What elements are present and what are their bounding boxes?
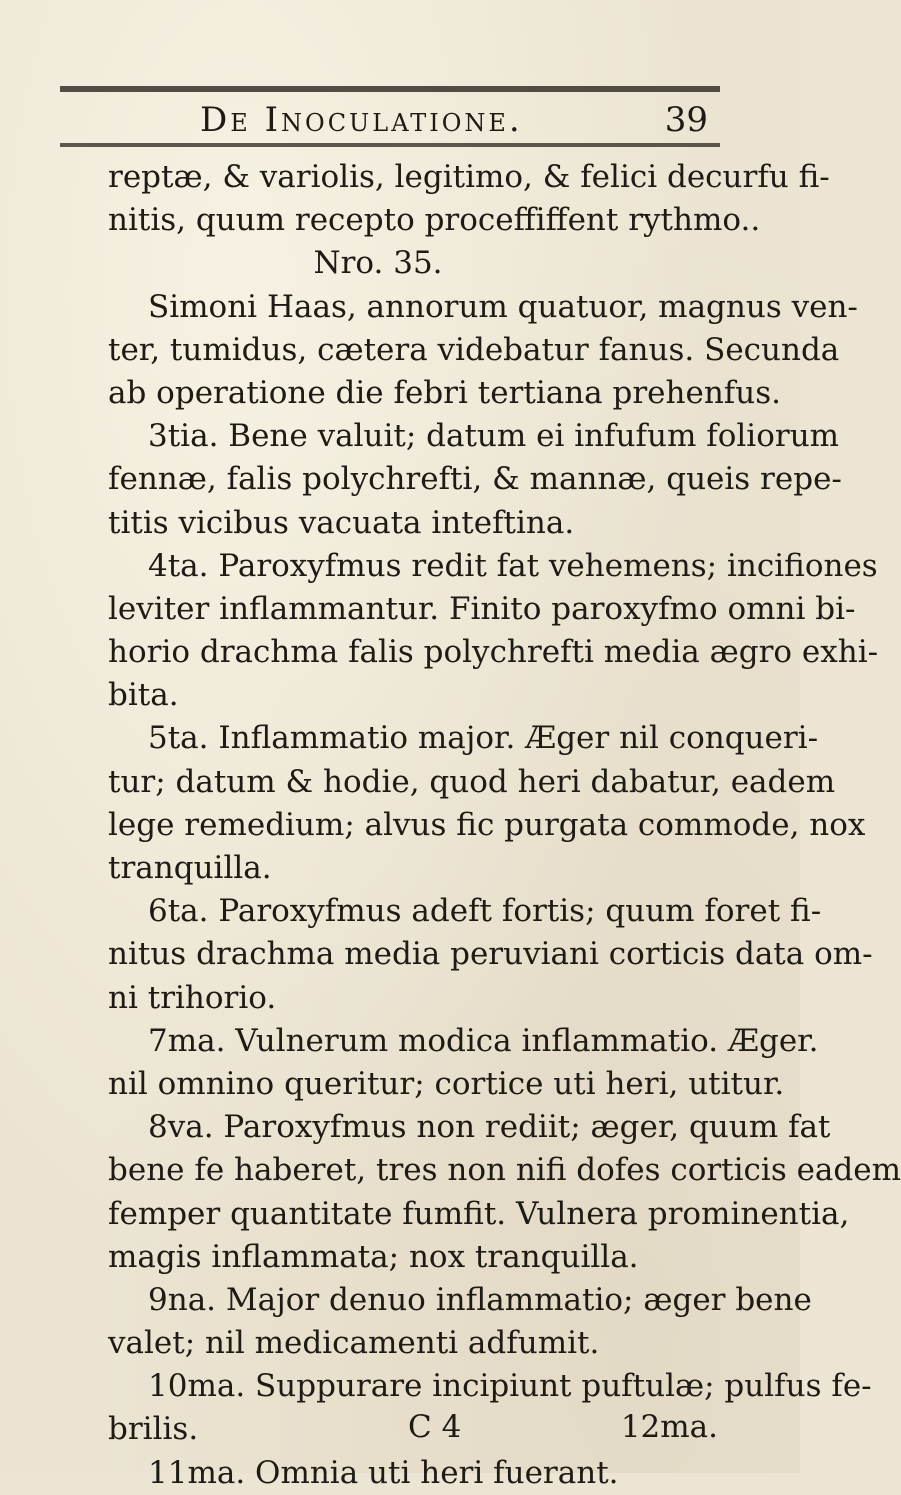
text-line: 11ma. Omnia uti heri fuerant. [148,1454,619,1491]
text-line: 3tia. Bene valuit; datum ei infufum foliorum [148,418,840,455]
text-line: ab operatione die febri tertiana prehenfus. [108,374,782,411]
catchword: 12ma. [620,1409,718,1445]
header-rule-top [60,86,720,92]
text-line: bita. [108,677,179,714]
text-line: tur; datum & hodie, quod heri dabatur, eadem [108,763,836,800]
text-line: 6ta. Paroxyfmus adeft fortis; quum foret fi- [148,893,822,930]
text-line: Simoni Haas, annorum quatuor, magnus ven- [148,288,858,325]
page-number: 39 [664,100,708,140]
text-line: ni trihorio. [108,979,277,1016]
text-line: magis inflammata; nox tranquilla. [108,1238,639,1275]
text-line: femper quantitate fumfit. Vulnera prominentia, [108,1195,850,1232]
text-line: nitis, quum recepto proceffiffent rythmo.. [108,202,761,239]
text-line: 8va. Paroxyfmus non rediit; æger, quum fat [148,1109,831,1146]
text-line: 5ta. Inflammatio major. Æger nil conqueri- [148,720,819,757]
text-line: ter, tumidus, cætera videbatur fanus. Secunda [108,331,840,368]
text-line: 4ta. Paroxyfmus redit fat vehemens; incifiones [148,547,878,584]
text-line: 10ma. Suppurare incipiunt puftulæ; pulfus fe- [148,1368,872,1405]
text-line: brilis. [108,1411,199,1448]
page-header [60,96,720,142]
case-heading: Nro. 35. [313,245,443,282]
text-line: nitus drachma media peruviani corticis data om- [108,936,873,973]
text-line: reptæ, & variolis, legitimo, & felici decurfu fi- [108,159,830,195]
text-line: lege remedium; alvus fic purgata commode, nox [108,806,866,843]
text-line: nil omnino queritur; cortice uti heri, utitur. [108,1065,785,1102]
text-line: valet; nil medicamenti adfumit. [108,1325,600,1362]
text-line: fennæ, falis polychrefti, & mannæ, queis repe- [108,461,842,498]
text-line: leviter inflammantur. Finito paroxyfmo omni bi- [108,590,856,627]
header-rule-bottom [60,143,720,147]
page-footer [108,1409,718,1459]
text-line: bene fe haberet, tres non nifi dofes corticis eadem [108,1152,901,1189]
text-line: 9na. Major denuo inflammatio; æger bene [148,1281,812,1318]
signature-mark: C 4 [408,1409,462,1445]
body-text [108,156,901,1495]
running-title: De Inoculatione. [200,100,523,140]
text-line: 7ma. Vulnerum modica inflammatio. Æger. [148,1022,819,1059]
text-line: horio drachma falis polychrefti media ægro exhi- [108,634,879,671]
text-line: titis vicibus vacuata inteftina. [108,504,575,541]
text-line: tranquilla. [108,850,272,886]
